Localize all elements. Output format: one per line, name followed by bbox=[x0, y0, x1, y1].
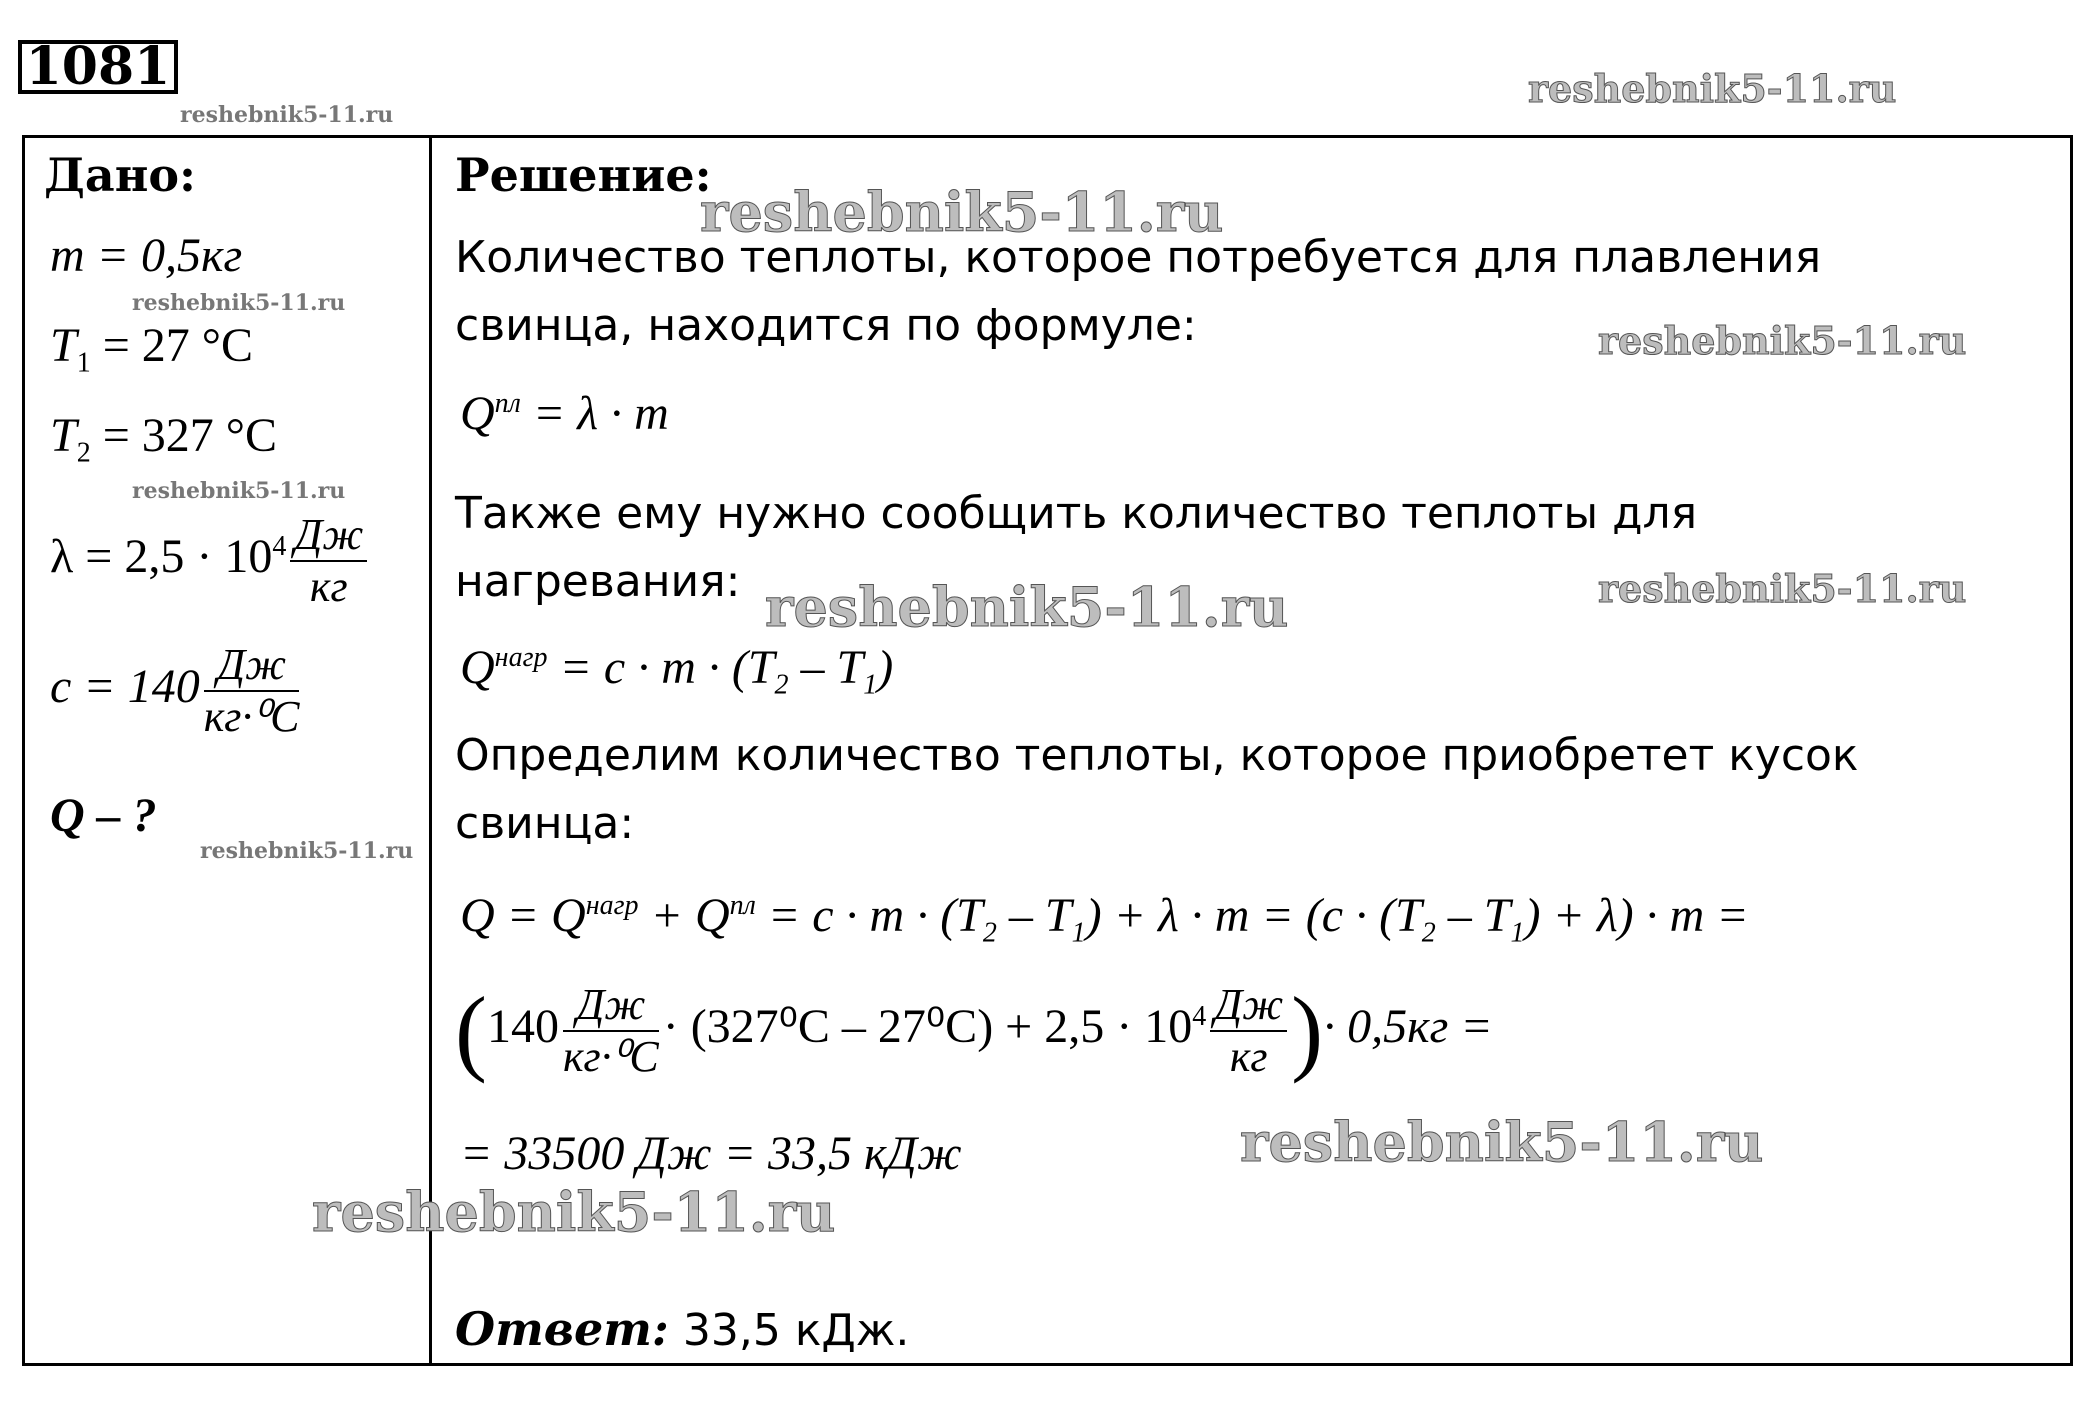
f4-den2: кг bbox=[1229, 1032, 1268, 1081]
watermark: reshebnik5-11.ru bbox=[1240, 1110, 1764, 1174]
lambda-exponent: 4 bbox=[272, 531, 287, 563]
c-lhs: c = 140 bbox=[50, 660, 200, 714]
f4-num2: Дж bbox=[1210, 980, 1287, 1032]
f2-q: Q bbox=[460, 641, 495, 694]
formula-heating bbox=[460, 640, 894, 701]
t2-symbol: T bbox=[50, 409, 77, 462]
problem-number: 1081 bbox=[18, 40, 178, 94]
f2-sub1: 1 bbox=[863, 669, 878, 701]
lambda-unit-denominator: кг bbox=[309, 562, 348, 611]
f1-q: Q bbox=[460, 387, 495, 440]
solution-heading: Решение: bbox=[455, 148, 712, 202]
watermark: reshebnik5-11.ru bbox=[1598, 318, 1967, 363]
t1-symbol: T bbox=[50, 319, 77, 372]
f3-c: = c · m · (T bbox=[755, 889, 983, 942]
f3-sup1: нагр bbox=[585, 890, 639, 921]
f3-g: ) + λ) · m = bbox=[1524, 889, 1749, 942]
given-lambda bbox=[50, 510, 371, 612]
f3-f: – T bbox=[1435, 889, 1511, 942]
formula-total bbox=[460, 888, 1749, 949]
solution-p2-line1: Также ему нужно сообщить количество теплоты для bbox=[455, 488, 1698, 539]
f2-mid: – T bbox=[788, 641, 864, 694]
given-c bbox=[50, 640, 303, 742]
formula-substitution bbox=[455, 977, 1493, 1084]
c-unit-fraction bbox=[204, 640, 300, 742]
f4-num1: Дж bbox=[563, 980, 659, 1032]
watermark: reshebnik5-11.ru bbox=[200, 838, 414, 864]
solution-p3-line2: свинца: bbox=[455, 798, 635, 849]
answer-label: Ответ: bbox=[455, 1302, 669, 1356]
f2-end: ) bbox=[877, 641, 894, 694]
f3-e: ) + λ · m = (c · (T bbox=[1085, 889, 1422, 942]
answer bbox=[455, 1302, 909, 1356]
solution-p2-line2: нагревания: bbox=[455, 556, 741, 607]
f4-exp: 4 bbox=[1192, 1001, 1207, 1033]
watermark: reshebnik5-11.ru bbox=[180, 102, 394, 128]
f3-s2: 2 bbox=[982, 917, 997, 949]
given-t1 bbox=[50, 318, 253, 379]
f4-c: · 0,5кг = bbox=[1323, 1000, 1493, 1054]
f3-b: + Q bbox=[638, 889, 730, 942]
f4-den1: кг·⁰C bbox=[562, 1032, 659, 1081]
t1-subscript: 1 bbox=[76, 347, 91, 379]
lambda-lhs: λ = 2,5 · 10 bbox=[50, 530, 273, 584]
solution-p1-line2: свинца, находится по формуле: bbox=[455, 300, 1197, 351]
f4-close-paren: ) bbox=[1291, 977, 1324, 1084]
t2-subscript: 2 bbox=[76, 437, 91, 469]
formula-melting bbox=[460, 386, 669, 441]
f4-open-paren: ( bbox=[455, 977, 487, 1084]
watermark: reshebnik5-11.ru bbox=[312, 1180, 836, 1244]
c-unit-denominator: кг·⁰C bbox=[203, 692, 300, 741]
f4-b: · (327⁰C – 27⁰C) + 2,5 · 10 bbox=[662, 1000, 1193, 1054]
watermark: reshebnik5-11.ru bbox=[132, 290, 346, 316]
f2-sup: нагр bbox=[494, 642, 548, 673]
f3-sup2: пл bbox=[729, 890, 756, 921]
f2-sub2: 2 bbox=[774, 669, 789, 701]
watermark: reshebnik5-11.ru bbox=[1528, 66, 1897, 111]
c-unit-numerator: Дж bbox=[204, 640, 300, 692]
watermark: reshebnik5-11.ru bbox=[1598, 566, 1967, 611]
given-mass: m = 0,5кг bbox=[50, 229, 243, 282]
solution-p1-line1: Количество теплоты, которое потребуется для плавления bbox=[455, 232, 1822, 283]
answer-value: 33,5 кДж. bbox=[668, 1305, 910, 1356]
f3-s1b: 1 bbox=[1510, 917, 1525, 949]
f4-a: 140 bbox=[486, 1000, 559, 1054]
f3-s1: 1 bbox=[1071, 917, 1086, 949]
watermark: reshebnik5-11.ru bbox=[765, 575, 1289, 639]
lambda-unit-fraction bbox=[290, 510, 367, 612]
lambda-unit-numerator: Дж bbox=[290, 510, 367, 562]
given-find: Q – ? bbox=[50, 789, 157, 842]
f4-fraction-2 bbox=[1210, 980, 1287, 1082]
watermark: reshebnik5-11.ru bbox=[132, 478, 346, 504]
t2-value: = 327 °C bbox=[90, 409, 277, 462]
f1-rhs: = λ · m bbox=[520, 387, 669, 440]
formula-result: = 33500 Дж = 33,5 кДж bbox=[460, 1127, 962, 1180]
solution-p3-line1: Определим количество теплоты, которое приобретет кусок bbox=[455, 730, 1859, 781]
given-t2 bbox=[50, 408, 277, 469]
f2-rhs: = c · m · (T bbox=[547, 641, 775, 694]
f3-d: – T bbox=[996, 889, 1072, 942]
watermark: reshebnik5-11.ru bbox=[700, 180, 1224, 244]
f4-fraction-1 bbox=[563, 980, 659, 1082]
f3-s2b: 2 bbox=[1421, 917, 1436, 949]
f3-a: Q = Q bbox=[460, 889, 586, 942]
given-heading: Дано: bbox=[44, 148, 197, 202]
f1-sup: пл bbox=[494, 388, 521, 419]
t1-value: = 27 °C bbox=[90, 319, 253, 372]
